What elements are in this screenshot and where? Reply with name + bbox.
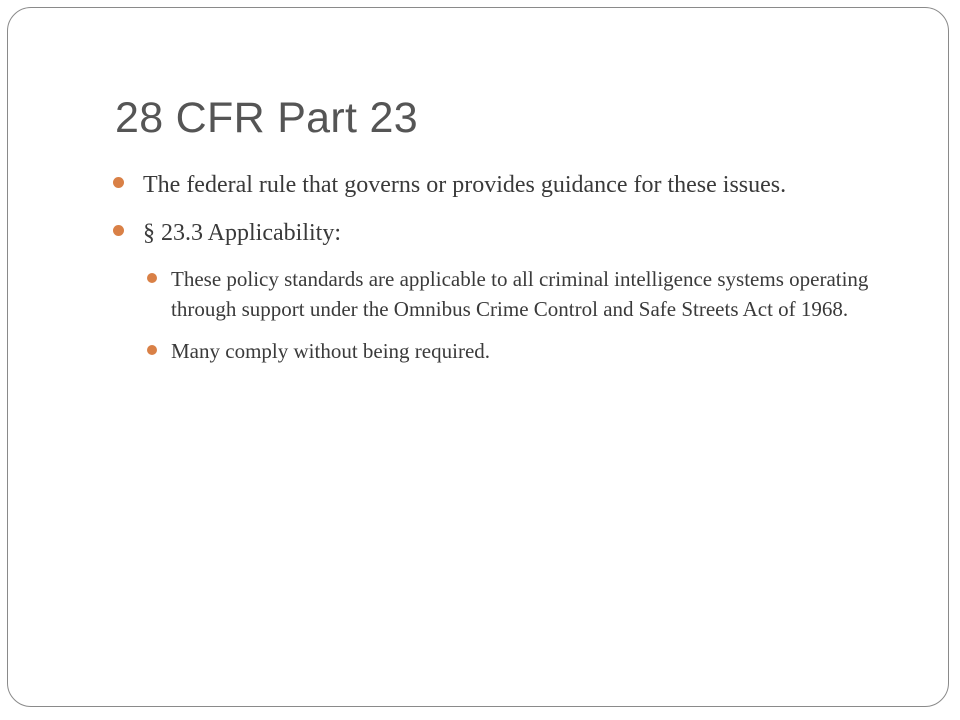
- sub-bullet-text: These policy standards are applicable to all criminal intelligence systems operating through support under the Omnibus Crime Control and Safe Streets Act of 1968.: [171, 267, 869, 321]
- bullet-dot-icon: [113, 177, 124, 188]
- slide-title: 28 CFR Part 23: [115, 94, 418, 142]
- bullet-item: [112, 216, 902, 250]
- bullet-item: [112, 168, 902, 202]
- bullet-dot-icon: [147, 273, 157, 283]
- slide-frame: [7, 7, 949, 707]
- bullet-dot-icon: [113, 225, 124, 236]
- sub-bullet-item: [147, 336, 902, 366]
- bullet-dot-icon: [147, 345, 157, 355]
- bullet-text: The federal rule that governs or provides guidance for these issues.: [143, 172, 787, 198]
- slide-body: [112, 168, 902, 378]
- bullet-text: § 23.3 Applicability:: [143, 220, 341, 246]
- sub-bullet-item: [147, 264, 902, 324]
- sub-bullet-text: Many comply without being required.: [171, 339, 491, 363]
